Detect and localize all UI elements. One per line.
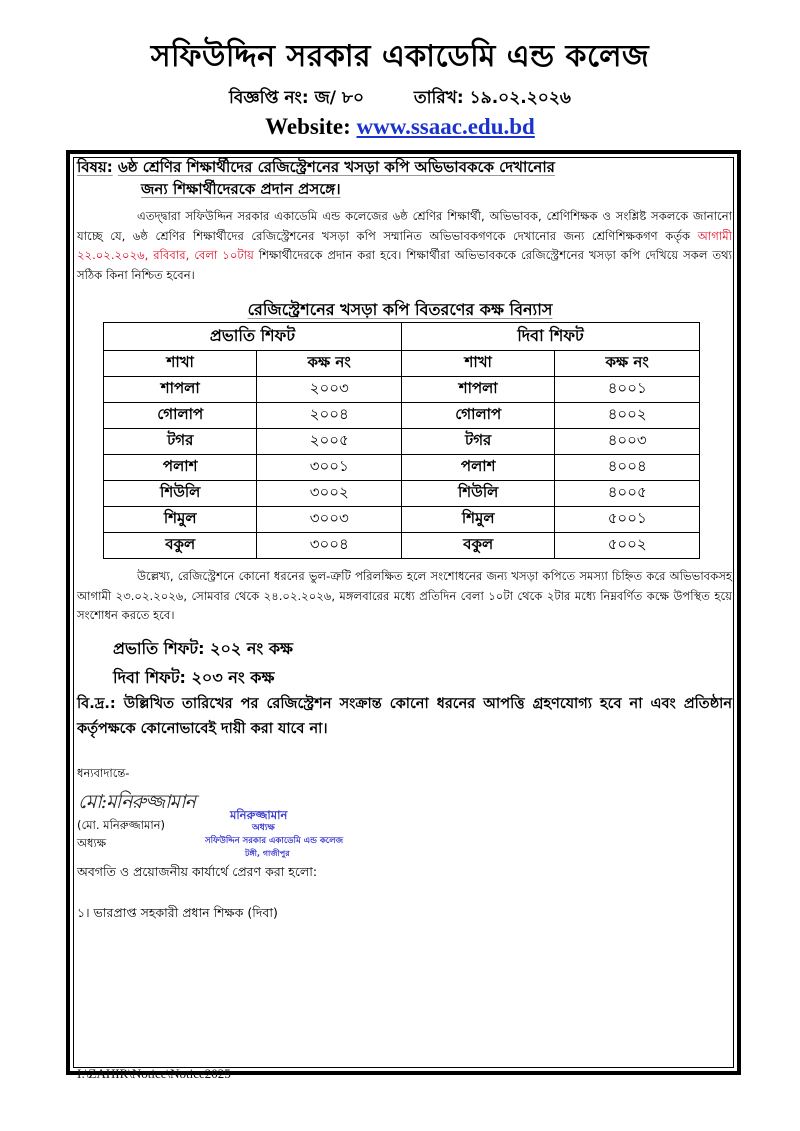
para1-after: শিক্ষার্থীদেরকে প্রদান করা হবে। শিক্ষার্থীরা অভিভাবককে রেজিস্ট্রেশনের খসড়া কপি দেখিয়ে সকল তথ্য সঠিক কিনা নিশ্চিত হবেন। — [77, 248, 733, 282]
section-cell: শিউলি — [401, 481, 554, 507]
para1-highlight-date: আগামী ২২.০২.২০২৬, রবিবার, বেলা ১০টায় — [77, 228, 733, 262]
section-cell: গোলাপ — [401, 403, 554, 429]
section-cell: পলাশ — [104, 455, 257, 481]
date-label: তারিখ: — [413, 88, 464, 108]
room-cell: ২০০৪ — [257, 403, 402, 429]
file-path-footer: I:\ZAHIR\Notice\Notice2025 — [77, 1066, 231, 1081]
section-cell: পলাশ — [401, 455, 554, 481]
table-row — [104, 481, 700, 507]
room-cell: ৩০০১ — [257, 455, 402, 481]
notice-meta — [0, 85, 800, 113]
website-link[interactable]: www.ssaac.edu.bd — [356, 114, 535, 139]
room-table-title-text: রেজিস্ট্রেশনের খসড়া কপি বিতরণের কক্ষ বিন্যাস — [247, 300, 553, 319]
stamp-institution: সফিউদ্দিন সরকার একাডেমি এন্ড কলেজ — [205, 836, 344, 846]
room-cell: ৫০০১ — [555, 507, 700, 533]
notice-no: জ/ ৮০ — [314, 88, 364, 108]
room-cell: ৪০০৪ — [555, 455, 700, 481]
column-header: শাখা — [401, 351, 554, 377]
section-cell: শিমুল — [401, 507, 554, 533]
column-header: শাখা — [104, 351, 257, 377]
table-row — [104, 455, 700, 481]
signatory-title: অধ্যক্ষ — [77, 836, 107, 850]
table-row — [104, 403, 700, 429]
subject — [77, 156, 737, 200]
cc-item: ১। ভারপ্রাপ্ত সহকারী প্রধান শিক্ষক (দিবা) — [77, 905, 278, 920]
room-table-title — [0, 297, 800, 324]
institution-name: সফিউদ্দিন সরকার একাডেমি এন্ড কলেজ — [150, 39, 650, 74]
table-row — [104, 507, 700, 533]
section-cell: শিউলি — [104, 481, 257, 507]
room-cell: ২০০৫ — [257, 429, 402, 455]
room-cell: ৩০০৪ — [257, 533, 402, 559]
paragraph-correction — [77, 567, 732, 626]
subject-label: বিষয়: — [77, 158, 113, 176]
section-cell: গোলাপ — [104, 403, 257, 429]
table-row — [104, 533, 700, 559]
notice-date: ১৯.০২.২০২৬ — [469, 88, 571, 108]
section-cell: বকুল — [104, 533, 257, 559]
signatory-name: (মো. মনিরুজ্জামান) — [77, 818, 166, 832]
room-cell: ৩০০২ — [257, 481, 402, 507]
room-cell: ৪০০১ — [555, 377, 700, 403]
section-cell: শিমুল — [104, 507, 257, 533]
section-cell: বকুল — [401, 533, 554, 559]
section-cell: শাপলা — [401, 377, 554, 403]
stamp-location: টঙ্গী, গাজীপুর — [245, 849, 290, 858]
room-cell: ৪০০৩ — [555, 429, 700, 455]
section-cell: টগর — [104, 429, 257, 455]
website-label: Website: — [265, 114, 351, 139]
shift-header-morning: প্রভাতি শিফট — [104, 323, 402, 351]
table-row — [104, 429, 700, 455]
forward-note: অবগতি ও প্রয়োজনীয় কার্যার্থে প্রেরণ করা হলো: — [77, 864, 318, 879]
stamp-name: মনিরুজ্জামান — [230, 808, 288, 822]
paragraph-announcement — [77, 207, 732, 285]
subject-line-1: ৬ষ্ঠ শ্রেণির শিক্ষার্থীদের রেজিস্ট্রেশনের খসড়া কপি অভিভাবককে দেখানোর — [117, 158, 555, 176]
column-header: কক্ষ নং — [555, 351, 700, 377]
room-cell: ২০০৩ — [257, 377, 402, 403]
section-cell: শাপলা — [104, 377, 257, 403]
room-cell: ৪০০৫ — [555, 481, 700, 507]
room-cell: ৩০০৩ — [257, 507, 402, 533]
subject-line-2: জন্য শিক্ষার্থীদেরকে প্রদান প্রসঙ্গে। — [141, 180, 341, 198]
room-cell: ৪০০২ — [555, 403, 700, 429]
column-header: কক্ষ নং — [257, 351, 402, 377]
signature: মো:মনিরুজ্জামান — [78, 791, 195, 813]
nota-bene: বি.দ্র.: উল্লিখিত তারিখের পর রেজিস্ট্রেশন সংক্রান্ত কোনো ধরনের আপত্তি গ্রহণযোগ্য হবে না এবং প্রতিষ্ঠান কর্তৃপক্ষকে কোনোভাবেই দায়ী করা যাবে না। — [77, 696, 732, 737]
para2-text: উল্লেখ্য, রেজিস্ট্রেশনে কোনো ধরনের ভুল-ত্রুটি পরিলক্ষিত হলে সংশোধনের জন্য খসড়া কপিতে সমস্যা চিহ্নিত করে অভিভাবকসহ আগামী ২৩.০২.২০২৬, সোমবার থেকে ২৪.০২.২০২৬, মঙ্গলবারের মধ্যে প্রতিদিন বেলা ১০টা থেকে ২টার মধ্যে নিম্নবর্ণিত কক্ষে উপস্থিত হয়ে সংশোধন করতে হবে। — [77, 569, 732, 622]
room-table — [103, 322, 700, 559]
correction-room-morning: প্রভাতি শিফট: ২০২ নং কক্ষ — [113, 639, 294, 658]
section-cell: টগর — [401, 429, 554, 455]
closing-thanks: ধন্যবাদান্তে- — [77, 766, 130, 780]
shift-header-day: দিবা শিফট — [401, 323, 699, 351]
website-line — [0, 114, 800, 140]
table-row — [104, 377, 700, 403]
correction-room-day: দিবা শিফট: ২০৩ নং কক্ষ — [113, 668, 275, 687]
room-cell: ৫০০২ — [555, 533, 700, 559]
notice-no-label: বিজ্ঞপ্তি নং: — [229, 88, 309, 108]
stamp-title: অধ্যক্ষ — [252, 823, 275, 833]
para1-before: এতদ্দ্বারা সফিউদ্দিন সরকার একাডেমি এন্ড কলেজের ৬ষ্ঠ শ্রেণির শিক্ষার্থী, অভিভাবক, শ্রেণিশিক্ষক ও সংশ্লিষ্ট সকলকে জানানো যাচ্ছে যে, ৬ষ্ঠ শ্রেণির শিক্ষার্থীদের রেজিস্ট্রেশনের খসড়া কপি সম্মানিত অভিভাবকগণকে দেখানোর জন্য শ্রেণিশিক্ষকগণ কর্তৃক — [77, 209, 732, 243]
